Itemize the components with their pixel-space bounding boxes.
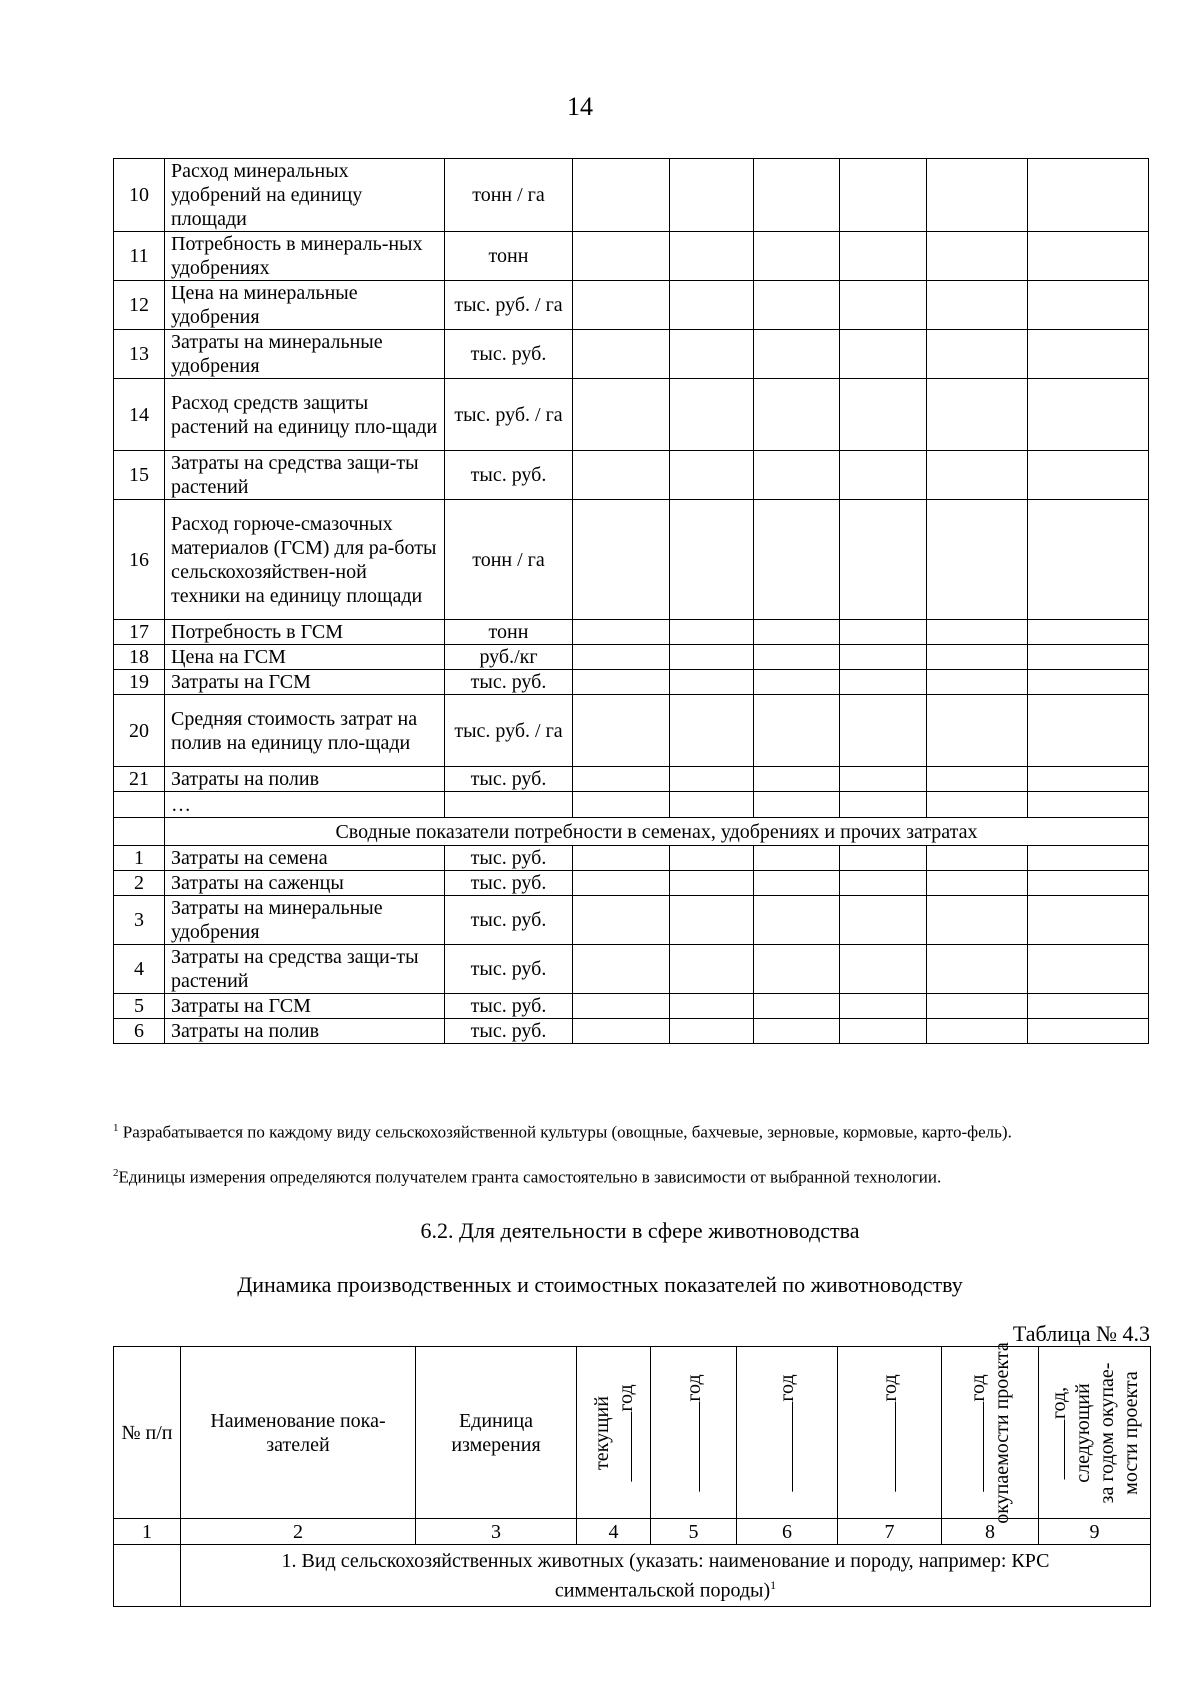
value-cell: [1028, 379, 1149, 451]
value-cell: [840, 767, 927, 792]
column-number: 2: [181, 1519, 416, 1545]
value-cell: [573, 767, 670, 792]
value-cell: [670, 792, 754, 818]
value-cell: [670, 1019, 754, 1044]
unit-cell: тыс. руб.: [445, 896, 573, 945]
value-cell: [927, 620, 1028, 645]
value-cell: [1028, 896, 1149, 945]
row-number: 14: [114, 379, 165, 451]
table-row: [114, 846, 1149, 871]
unit-cell: тыс. руб.: [445, 945, 573, 994]
header-row: [114, 1347, 1151, 1519]
value-cell: [573, 159, 670, 232]
value-cell: [840, 945, 927, 994]
indicator-name: Затраты на полив: [165, 767, 445, 792]
value-cell: [754, 695, 840, 767]
column-number: 6: [737, 1519, 838, 1545]
value-cell: [840, 695, 927, 767]
value-cell: [840, 620, 927, 645]
indicator-name: Расход горюче-смазочных материалов (ГСМ) для ра-боты сельскохозяйствен-ной техники на единицу площади: [165, 500, 445, 620]
indicator-name: Затраты на минеральные удобрения: [165, 330, 445, 379]
section-title: 6.2. Для деятельности в сфере животноводства: [420, 1218, 860, 1243]
value-cell: [927, 695, 1028, 767]
value-cell: [670, 670, 754, 695]
unit-cell: тонн / га: [445, 500, 573, 620]
indicator-name: Расход средств защиты растений на единицу пло-щади: [165, 379, 445, 451]
value-cell: [1028, 945, 1149, 994]
value-cell: [840, 670, 927, 695]
header-after-payback-year: год, следующий за годом окупае- мости проекта: [1039, 1347, 1151, 1519]
unit-cell: тыс. руб.: [445, 451, 573, 500]
value-cell: [1028, 695, 1149, 767]
table-row: [114, 695, 1149, 767]
column-number: 3: [416, 1519, 577, 1545]
value-cell: [573, 500, 670, 620]
value-cell: [840, 281, 927, 330]
unit-cell: тыс. руб.: [445, 1019, 573, 1044]
indicator-name: Затраты на саженцы: [165, 871, 445, 896]
value-cell: [754, 1019, 840, 1044]
value-cell: [573, 1019, 670, 1044]
value-cell: [573, 792, 670, 818]
section-row-text: 1. Вид сельскохозяйственных животных (указать: наименование и породу, например: КРС симментальской породы)$^1$: [181, 1545, 1151, 1607]
page-number: 14: [567, 92, 593, 121]
value-cell: [670, 846, 754, 871]
table-row: [114, 994, 1149, 1019]
row-number: [114, 818, 165, 846]
value-cell: [573, 871, 670, 896]
value-cell: [670, 871, 754, 896]
value-cell: [1028, 620, 1149, 645]
value-cell: [754, 379, 840, 451]
unit-cell: тыс. руб.: [445, 871, 573, 896]
summary-title: Сводные показатели потребности в семенах, удобрениях и прочих затратах: [165, 818, 1149, 846]
row-number: 12: [114, 281, 165, 330]
value-cell: [670, 896, 754, 945]
value-cell: [754, 330, 840, 379]
indicator-name: Расход минеральных удобрений на единицу площади: [165, 159, 445, 232]
value-cell: [573, 645, 670, 670]
value-cell: [573, 945, 670, 994]
value-cell: [1028, 159, 1149, 232]
indicator-name: Затраты на ГСМ: [165, 670, 445, 695]
indicator-name: Затраты на семена: [165, 846, 445, 871]
value-cell: [1028, 846, 1149, 871]
value-cell: [670, 232, 754, 281]
row-number: 1: [114, 846, 165, 871]
value-cell: [1028, 330, 1149, 379]
value-cell: [670, 330, 754, 379]
header-unit: Единица измерения: [416, 1347, 577, 1519]
header-name: Наименование пока-зателей: [181, 1347, 416, 1519]
value-cell: [1028, 670, 1149, 695]
value-cell: [573, 451, 670, 500]
indicator-name: Затраты на полив: [165, 1019, 445, 1044]
table-row: [114, 232, 1149, 281]
value-cell: [927, 281, 1028, 330]
row-number: 4: [114, 945, 165, 994]
column-number: 9: [1039, 1519, 1151, 1545]
indicator-name: Затраты на ГСМ: [165, 994, 445, 1019]
table-row: [114, 379, 1149, 451]
value-cell: [1028, 451, 1149, 500]
indicator-name: Затраты на минеральные удобрения: [165, 896, 445, 945]
livestock-table: [113, 1341, 1151, 1607]
header-num: № п/п: [114, 1347, 181, 1519]
table-row: [114, 620, 1149, 645]
row-number: 10: [114, 159, 165, 232]
crop-costs-table: [113, 158, 1149, 1044]
value-cell: [754, 945, 840, 994]
value-cell: [1028, 1019, 1149, 1044]
unit-cell: тонн: [445, 232, 573, 281]
value-cell: [1028, 871, 1149, 896]
row-number: 13: [114, 330, 165, 379]
row-number: 15: [114, 451, 165, 500]
indicator-name: Потребность в ГСМ: [165, 620, 445, 645]
value-cell: [754, 281, 840, 330]
section-row: [114, 1545, 1151, 1607]
value-cell: [927, 232, 1028, 281]
value-cell: [670, 994, 754, 1019]
value-cell: [927, 994, 1028, 1019]
value-cell: [927, 846, 1028, 871]
table-row: [114, 767, 1149, 792]
value-cell: [840, 994, 927, 1019]
value-cell: [840, 451, 927, 500]
row-number: 16: [114, 500, 165, 620]
value-cell: [927, 896, 1028, 945]
value-cell: [927, 379, 1028, 451]
value-cell: [927, 500, 1028, 620]
value-cell: [840, 232, 927, 281]
table-row: [114, 1019, 1149, 1044]
value-cell: [573, 281, 670, 330]
unit-cell: руб./кг: [445, 645, 573, 670]
row-number: 20: [114, 695, 165, 767]
value-cell: [754, 670, 840, 695]
value-cell: [927, 945, 1028, 994]
value-cell: [670, 695, 754, 767]
section-row-num: [114, 1545, 181, 1607]
header-year-5: год: [651, 1347, 737, 1519]
value-cell: [840, 500, 927, 620]
summary-title-row: [114, 818, 1149, 846]
value-cell: [754, 767, 840, 792]
row-number: 3: [114, 896, 165, 945]
indicator-name: Цена на ГСМ: [165, 645, 445, 670]
value-cell: [1028, 645, 1149, 670]
unit-cell: [445, 792, 573, 818]
value-cell: [573, 896, 670, 945]
ellipsis: …: [165, 792, 445, 818]
indicator-name: Средняя стоимость затрат на полив на единицу пло-щади: [165, 695, 445, 767]
unit-cell: тонн: [445, 620, 573, 645]
indicator-name: Затраты на средства защи-ты растений: [165, 945, 445, 994]
value-cell: [927, 871, 1028, 896]
unit-cell: тыс. руб.: [445, 670, 573, 695]
value-cell: [927, 159, 1028, 232]
row-number: 18: [114, 645, 165, 670]
header-year-6: год: [737, 1347, 838, 1519]
value-cell: [1028, 500, 1149, 620]
table-row: [114, 281, 1149, 330]
indicator-name: Затраты на средства защи-ты растений: [165, 451, 445, 500]
ellipsis-row: [114, 792, 1149, 818]
unit-cell: тыс. руб. / га: [445, 379, 573, 451]
value-cell: [754, 451, 840, 500]
indicator-name: Потребность в минераль-ных удобрениях: [165, 232, 445, 281]
header-year-7: год: [838, 1347, 942, 1519]
unit-cell: тыс. руб. / га: [445, 281, 573, 330]
header-current-year: текущий год: [577, 1347, 651, 1519]
column-number: 8: [942, 1519, 1039, 1545]
column-number: 7: [838, 1519, 942, 1545]
value-cell: [573, 994, 670, 1019]
row-number: 21: [114, 767, 165, 792]
value-cell: [754, 896, 840, 945]
table-caption: Динамика производственных и стоимостных показателей по животноводству: [237, 1272, 963, 1297]
unit-cell: тыс. руб.: [445, 846, 573, 871]
table-row: [114, 670, 1149, 695]
value-cell: [670, 281, 754, 330]
value-cell: [1028, 281, 1149, 330]
table-row: [114, 945, 1149, 994]
value-cell: [927, 1019, 1028, 1044]
value-cell: [754, 846, 840, 871]
value-cell: [927, 645, 1028, 670]
value-cell: [927, 670, 1028, 695]
value-cell: [1028, 767, 1149, 792]
value-cell: [840, 645, 927, 670]
table-row: [114, 871, 1149, 896]
value-cell: [573, 846, 670, 871]
unit-cell: тыс. руб. / га: [445, 695, 573, 767]
value-cell: [927, 767, 1028, 792]
value-cell: [840, 896, 927, 945]
row-number: 2: [114, 871, 165, 896]
column-number: 1: [114, 1519, 181, 1545]
value-cell: [840, 379, 927, 451]
value-cell: [927, 330, 1028, 379]
unit-cell: тыс. руб.: [445, 994, 573, 1019]
unit-cell: тыс. руб.: [445, 767, 573, 792]
table-row: [114, 500, 1149, 620]
value-cell: [670, 767, 754, 792]
value-cell: [840, 1019, 927, 1044]
value-cell: [754, 620, 840, 645]
value-cell: [670, 945, 754, 994]
table-row: [114, 159, 1149, 232]
value-cell: [754, 232, 840, 281]
value-cell: [670, 645, 754, 670]
table-row: [114, 330, 1149, 379]
column-number: 5: [651, 1519, 737, 1545]
value-cell: [927, 792, 1028, 818]
value-cell: [573, 695, 670, 767]
value-cell: [573, 330, 670, 379]
value-cell: [754, 645, 840, 670]
value-cell: [573, 670, 670, 695]
value-cell: [754, 792, 840, 818]
value-cell: [670, 451, 754, 500]
value-cell: [573, 232, 670, 281]
value-cell: [1028, 792, 1149, 818]
value-cell: [927, 451, 1028, 500]
row-number: 19: [114, 670, 165, 695]
value-cell: [1028, 232, 1149, 281]
value-cell: [670, 500, 754, 620]
value-cell: [573, 379, 670, 451]
value-cell: [754, 159, 840, 232]
footnote-2: $^2$Единицы измерения определяются получателем гранта самостоятельно в зависимости от выбранной технологии.: [113, 1167, 942, 1187]
value-cell: [754, 871, 840, 896]
column-number: 4: [577, 1519, 651, 1545]
value-cell: [573, 620, 670, 645]
indicator-name: Цена на минеральные удобрения: [165, 281, 445, 330]
row-number: 5: [114, 994, 165, 1019]
row-number: [114, 792, 165, 818]
footnote-1: $^1$ Разрабатывается по каждому виду сельскохозяйственной культуры (овощные, бахчевые, зерновые, кормовые, карто-фель).: [113, 1122, 1012, 1142]
value-cell: [840, 846, 927, 871]
value-cell: [1028, 994, 1149, 1019]
value-cell: [840, 792, 927, 818]
value-cell: [840, 159, 927, 232]
table-row: [114, 451, 1149, 500]
row-number: 6: [114, 1019, 165, 1044]
value-cell: [840, 871, 927, 896]
value-cell: [754, 994, 840, 1019]
value-cell: [670, 620, 754, 645]
value-cell: [670, 379, 754, 451]
unit-cell: тонн / га: [445, 159, 573, 232]
value-cell: [840, 330, 927, 379]
row-number: 17: [114, 620, 165, 645]
value-cell: [670, 159, 754, 232]
table-row: [114, 896, 1149, 945]
row-number: 11: [114, 232, 165, 281]
table-number: Таблица № 4.3: [1012, 1321, 1150, 1346]
value-cell: [754, 500, 840, 620]
table-row: [114, 645, 1149, 670]
header-payback-year: год окупаемости проекта: [942, 1347, 1039, 1519]
unit-cell: тыс. руб.: [445, 330, 573, 379]
